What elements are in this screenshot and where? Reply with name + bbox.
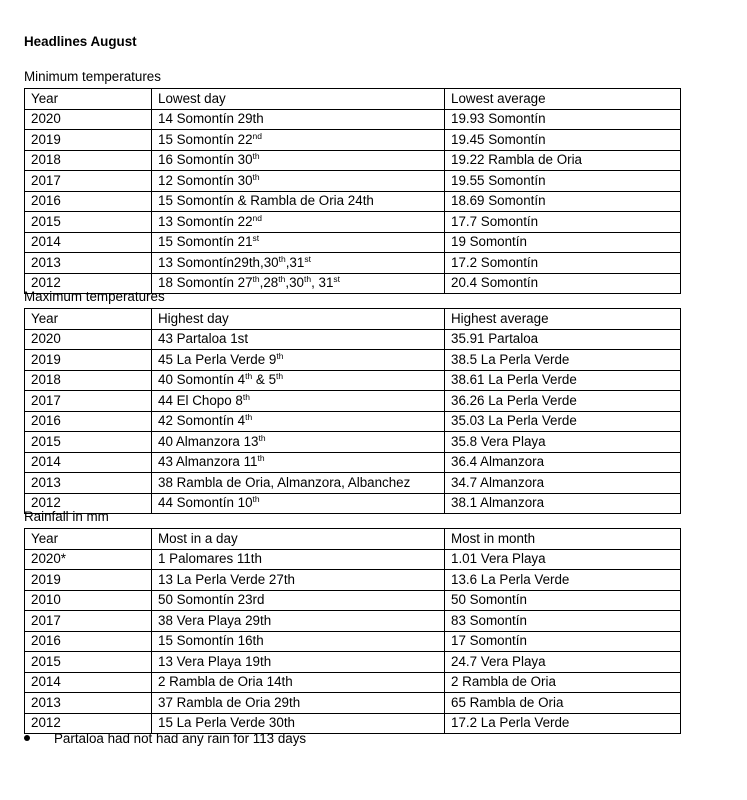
average-cell: 38.1 Almanzora <box>445 493 681 514</box>
year-cell: 2012 <box>25 713 152 734</box>
note-bullet <box>24 730 306 748</box>
day-text: 37 Rambla de Oria 29th <box>158 694 301 710</box>
ordinal-suffix: th <box>258 432 266 443</box>
average-cell: 19 Somontín <box>445 232 681 253</box>
ordinal-suffix: th <box>252 494 260 505</box>
day-cell <box>152 273 445 294</box>
rainfall-table <box>24 528 681 734</box>
day-text: 50 Somontín 23rd <box>158 592 265 608</box>
year-cell: 2013 <box>25 253 152 274</box>
year-cell: 2015 <box>25 652 152 673</box>
year-cell: 2016 <box>25 191 152 212</box>
table-row <box>25 693 681 714</box>
day-text: 13 Somontín29th,30 <box>158 254 279 270</box>
day-cell <box>152 611 445 632</box>
table-row <box>25 130 681 151</box>
table-row <box>25 631 681 652</box>
ordinal-suffix: th <box>278 274 286 285</box>
column-header: Most in a day <box>152 529 445 550</box>
year-cell: 2018 <box>25 370 152 391</box>
year-cell: 2020* <box>25 549 152 570</box>
year-cell: 2014 <box>25 232 152 253</box>
table-row <box>25 370 681 391</box>
day-text: 44 El Chopo 8 <box>158 392 243 408</box>
max-temp-caption: Maximum temperatures <box>24 289 165 304</box>
day-cell <box>152 590 445 611</box>
year-cell: 2019 <box>25 350 152 371</box>
year-cell: 2019 <box>25 130 152 151</box>
year-cell: 2013 <box>25 693 152 714</box>
average-cell: 2 Rambla de Oria <box>445 672 681 693</box>
average-cell: 38.5 La Perla Verde <box>445 350 681 371</box>
day-text: 13 La Perla Verde 27th <box>158 571 295 587</box>
average-cell: 1.01 Vera Playa <box>445 549 681 570</box>
day-cell <box>152 191 445 212</box>
average-cell: 35.8 Vera Playa <box>445 432 681 453</box>
table-header-row <box>25 309 681 330</box>
day-text: 43 Almanzora 11 <box>158 454 258 470</box>
table-row <box>25 590 681 611</box>
day-text: 14 Somontín 29th <box>158 111 264 127</box>
column-header: Highest day <box>152 309 445 330</box>
ordinal-suffix: th <box>278 253 286 264</box>
average-cell: 19.55 Somontín <box>445 171 681 192</box>
year-cell: 2017 <box>25 171 152 192</box>
day-text: 42 Somontín 4 <box>158 413 246 429</box>
day-cell <box>152 130 445 151</box>
day-text: 15 Somontín 16th <box>158 633 264 649</box>
day-text: 1 Palomares 11th <box>158 551 262 567</box>
document-title: Headlines August <box>24 34 137 49</box>
day-text: 2 Rambla de Oria 14th <box>158 674 293 690</box>
day-cell <box>152 473 445 494</box>
average-cell: 36.26 La Perla Verde <box>445 391 681 412</box>
year-cell: 2018 <box>25 150 152 171</box>
year-cell: 2015 <box>25 432 152 453</box>
table-row <box>25 329 681 350</box>
ordinal-suffix: th <box>252 151 260 162</box>
day-text: 16 Somontín 30 <box>158 152 253 168</box>
day-text: & 5 <box>252 372 277 388</box>
ordinal-suffix: st <box>252 233 260 244</box>
average-cell: 50 Somontín <box>445 590 681 611</box>
max-temp-table <box>24 308 681 514</box>
year-cell: 2014 <box>25 672 152 693</box>
average-cell: 38.61 La Perla Verde <box>445 370 681 391</box>
day-text: 12 Somontín 30 <box>158 172 253 188</box>
day-text: 15 La Perla Verde 30th <box>158 715 295 731</box>
ordinal-suffix: th <box>242 391 250 402</box>
day-cell <box>152 432 445 453</box>
day-cell <box>152 693 445 714</box>
average-cell: 19.93 Somontín <box>445 109 681 130</box>
average-cell: 35.91 Partaloa <box>445 329 681 350</box>
day-cell <box>152 171 445 192</box>
min-temp-caption: Minimum temperatures <box>24 69 161 84</box>
day-cell <box>152 493 445 514</box>
day-text: 38 Rambla de Oria, Almanzora, Albanchez <box>158 474 411 490</box>
table-row <box>25 432 681 453</box>
average-cell: 18.69 Somontín <box>445 191 681 212</box>
year-cell: 2017 <box>25 611 152 632</box>
day-text: ,30 <box>285 275 304 291</box>
average-cell: 17.2 La Perla Verde <box>445 713 681 734</box>
table-row <box>25 452 681 473</box>
day-cell <box>152 232 445 253</box>
day-text: , 31 <box>311 275 334 291</box>
ordinal-suffix: nd <box>252 130 263 141</box>
table-row <box>25 350 681 371</box>
ordinal-suffix: th <box>257 453 265 464</box>
table-row <box>25 473 681 494</box>
day-cell <box>152 253 445 274</box>
day-cell <box>152 212 445 233</box>
table-row <box>25 109 681 130</box>
day-text: 38 Vera Playa 29th <box>158 612 272 628</box>
ordinal-suffix: st <box>304 253 311 264</box>
year-cell: 2020 <box>25 329 152 350</box>
year-cell: 2013 <box>25 473 152 494</box>
column-header: Year <box>25 309 152 330</box>
table-row <box>25 493 681 514</box>
day-cell <box>152 570 445 591</box>
table-header-row <box>25 529 681 550</box>
day-text: 45 La Perla Verde 9 <box>158 351 277 367</box>
day-text: 18 Somontín 27 <box>158 275 253 291</box>
day-text: 40 Somontín 4 <box>158 372 246 388</box>
column-header: Lowest day <box>152 89 445 110</box>
day-text: 13 Somontín 22 <box>158 213 253 229</box>
day-text: 15 Somontín 22 <box>158 131 253 147</box>
rainfall-caption: Rainfall in mm <box>24 509 109 524</box>
ordinal-suffix: th <box>276 371 284 382</box>
year-cell: 2012 <box>25 493 152 514</box>
day-text: 15 Somontín 21 <box>158 234 253 250</box>
ordinal-suffix: st <box>333 274 341 285</box>
day-text: 13 Vera Playa 19th <box>158 653 272 669</box>
day-cell <box>152 549 445 570</box>
day-text: 44 Somontín 10 <box>158 495 253 511</box>
year-cell: 2017 <box>25 391 152 412</box>
table-row <box>25 150 681 171</box>
table-row <box>25 549 681 570</box>
average-cell: 17.2 Somontín <box>445 253 681 274</box>
table-row <box>25 212 681 233</box>
ordinal-suffix: th <box>252 171 260 182</box>
table-row <box>25 411 681 432</box>
average-cell: 20.4 Somontín <box>445 273 681 294</box>
table-row <box>25 171 681 192</box>
column-header: Year <box>25 529 152 550</box>
table-row <box>25 611 681 632</box>
table-row <box>25 191 681 212</box>
year-cell: 2016 <box>25 631 152 652</box>
column-header: Lowest average <box>445 89 681 110</box>
ordinal-suffix: th <box>245 412 253 423</box>
day-cell <box>152 672 445 693</box>
year-cell: 2014 <box>25 452 152 473</box>
table-row <box>25 652 681 673</box>
column-header: Year <box>25 89 152 110</box>
ordinal-suffix: th <box>245 371 253 382</box>
day-text: 40 Almanzora 13 <box>158 433 259 449</box>
average-cell: 19.45 Somontín <box>445 130 681 151</box>
ordinal-suffix: th <box>276 350 284 361</box>
day-cell <box>152 391 445 412</box>
table-row <box>25 232 681 253</box>
day-cell <box>152 631 445 652</box>
average-cell: 13.6 La Perla Verde <box>445 570 681 591</box>
column-header: Most in month <box>445 529 681 550</box>
average-cell: 34.7 Almanzora <box>445 473 681 494</box>
min-temp-table <box>24 88 681 294</box>
day-text: 43 Partaloa 1st <box>158 331 249 347</box>
average-cell: 24.7 Vera Playa <box>445 652 681 673</box>
bullet-dot-icon <box>24 735 30 741</box>
day-cell <box>152 411 445 432</box>
day-cell <box>152 370 445 391</box>
year-cell: 2012 <box>25 273 152 294</box>
day-text: ,28 <box>259 275 279 291</box>
day-cell <box>152 329 445 350</box>
table-row <box>25 570 681 591</box>
average-cell: 17 Somontín <box>445 631 681 652</box>
ordinal-suffix: th <box>252 274 260 285</box>
table-header-row <box>25 89 681 110</box>
day-cell <box>152 350 445 371</box>
day-cell <box>152 150 445 171</box>
day-cell <box>152 652 445 673</box>
year-cell: 2019 <box>25 570 152 591</box>
average-cell: 19.22 Rambla de Oria <box>445 150 681 171</box>
table-row <box>25 253 681 274</box>
year-cell: 2020 <box>25 109 152 130</box>
table-row <box>25 672 681 693</box>
average-cell: 35.03 La Perla Verde <box>445 411 681 432</box>
year-cell: 2015 <box>25 212 152 233</box>
average-cell: 36.4 Almanzora <box>445 452 681 473</box>
day-cell <box>152 452 445 473</box>
table-row <box>25 391 681 412</box>
year-cell: 2010 <box>25 590 152 611</box>
day-cell <box>152 109 445 130</box>
day-text: ,31 <box>285 254 305 270</box>
ordinal-suffix: nd <box>252 212 263 223</box>
average-cell: 17.7 Somontín <box>445 212 681 233</box>
note-text: Partaloa had not had any rain for 113 days <box>54 731 307 746</box>
ordinal-suffix: th <box>303 274 312 285</box>
average-cell: 83 Somontín <box>445 611 681 632</box>
column-header: Highest average <box>445 309 681 330</box>
year-cell: 2016 <box>25 411 152 432</box>
average-cell: 65 Rambla de Oria <box>445 693 681 714</box>
day-text: 15 Somontín & Rambla de Oria 24th <box>158 193 374 209</box>
